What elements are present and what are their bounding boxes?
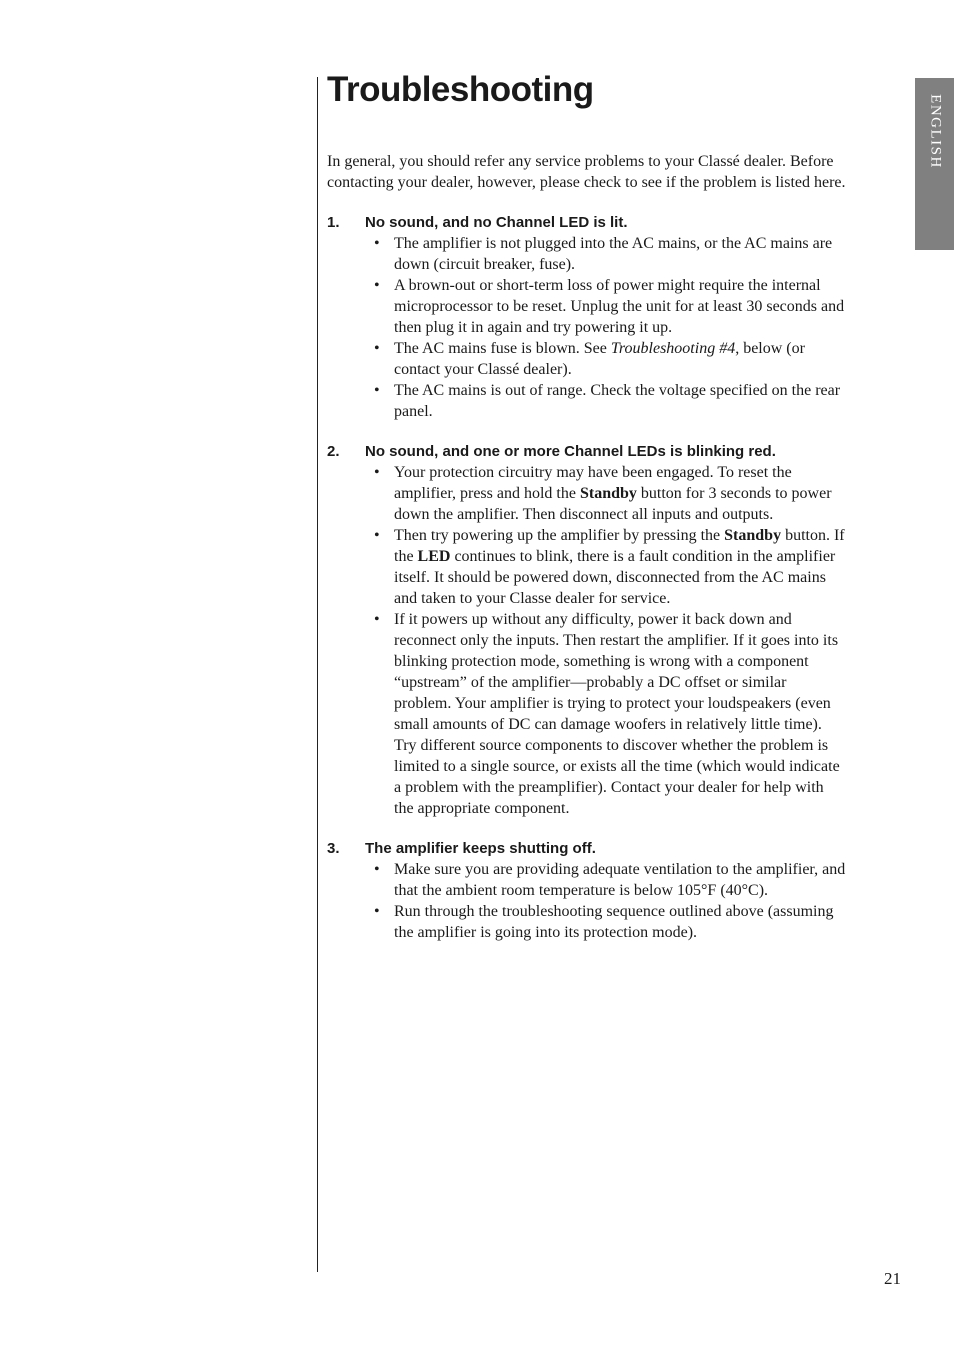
section-heading-text: No sound, and no Channel LED is lit. bbox=[365, 214, 628, 231]
bold-text: Standby bbox=[724, 527, 782, 544]
item-text: continues to blink, there is a fault condition in the amplifier itself. It should be powered down, disconnected from the AC mains and taken to your Classe dealer for service. bbox=[394, 548, 836, 607]
item-text: The AC mains is out of range. Check the voltage specified on the rear panel. bbox=[394, 382, 841, 420]
troubleshooting-content bbox=[327, 151, 887, 962]
bold-text: Standby bbox=[579, 485, 637, 502]
section-heading-text: The amplifier keeps shutting off. bbox=[365, 840, 596, 857]
item-text: Your protection circuitry may have been engaged. To reset the amplifier, press and hold the bbox=[394, 464, 792, 502]
list-item bbox=[327, 462, 887, 525]
item-text: The amplifier is not plugged into the AC mains, or the AC mains are down (circuit breaker, fuse). bbox=[394, 235, 833, 273]
list-item bbox=[327, 901, 887, 943]
item-text: Make sure you are providing adequate ventilation to the amplifier, and that the ambient room temperature is below 105°F (40°C). bbox=[394, 861, 846, 899]
troubleshooting-sections bbox=[327, 212, 887, 943]
page-number: 21 bbox=[884, 1269, 901, 1288]
italic-text: Troubleshooting #4 bbox=[610, 340, 736, 357]
list-item bbox=[327, 233, 887, 275]
section-number: 2. bbox=[327, 443, 340, 460]
item-text: If it powers up without any difficulty, power it back down and reconnect only the inputs. Then restart the amplifier. If it goes into its blinking protection mode, something is wrong with a component “upstream” of the amplifier—probably a DC offset or similar problem. Your amplifier is trying to protect your loudspeakers (even small amounts of DC can damage woofers in relatively little time). Try different source components to discover whether the problem is limited to a single source, or exists all the time (which would indicate a problem with the preamplifier). Contact your dealer for help with the appropriate component. bbox=[394, 611, 840, 817]
bullet-icon: • bbox=[374, 903, 380, 920]
bullet-icon: • bbox=[374, 861, 380, 878]
section-number: 1. bbox=[327, 214, 340, 231]
item-text: Run through the troubleshooting sequence outlined above (assuming the amplifier is going into its protection mode). bbox=[394, 903, 834, 941]
section-heading-text: No sound, and one or more Channel LEDs is blinking red. bbox=[365, 443, 776, 460]
item-text: A brown-out or short-term loss of power might require the internal microprocessor to be reset. Unplug the unit for at least 30 seconds and then plug it in again and try powering it up. bbox=[394, 277, 845, 336]
item-text: The AC mains fuse is blown. See bbox=[394, 340, 611, 357]
bullet-icon: • bbox=[374, 277, 380, 294]
troubleshooting-section bbox=[327, 441, 887, 819]
bullet-icon: • bbox=[374, 382, 380, 399]
language-tab bbox=[915, 78, 954, 250]
bullet-list bbox=[327, 233, 887, 422]
vertical-rule bbox=[317, 77, 318, 1272]
bullet-icon: • bbox=[374, 611, 380, 628]
item-text: Then try powering up the amplifier by pressing the bbox=[394, 527, 725, 544]
section-heading bbox=[327, 838, 887, 859]
intro-paragraph: In general, you should refer any service problems to your Classé dealer. Before contacting your dealer, however, please check to see if the problem is listed here. bbox=[327, 153, 846, 191]
bullet-icon: • bbox=[374, 527, 380, 544]
page-title: Troubleshooting bbox=[327, 70, 594, 109]
bullet-list bbox=[327, 462, 887, 819]
list-item bbox=[327, 859, 887, 901]
item-text: , below (or contact your Classé dealer). bbox=[394, 340, 805, 378]
bullet-icon: • bbox=[374, 340, 380, 357]
bold-text: LED bbox=[417, 548, 451, 565]
bullet-icon: • bbox=[374, 235, 380, 252]
troubleshooting-section bbox=[327, 838, 887, 943]
item-text: button for 3 seconds to power down the amplifier. Then disconnect all inputs and outputs. bbox=[394, 485, 832, 523]
bullet-list bbox=[327, 859, 887, 943]
section-heading bbox=[327, 441, 887, 462]
list-item bbox=[327, 525, 887, 609]
section-number: 3. bbox=[327, 840, 340, 857]
bullet-icon: • bbox=[374, 464, 380, 481]
list-item bbox=[327, 609, 887, 819]
troubleshooting-section bbox=[327, 212, 887, 422]
list-item bbox=[327, 380, 887, 422]
list-item bbox=[327, 338, 887, 380]
section-heading bbox=[327, 212, 887, 233]
list-item bbox=[327, 275, 887, 338]
item-text: button. If the bbox=[394, 527, 845, 565]
language-tab-label: ENGLISH bbox=[927, 94, 943, 169]
